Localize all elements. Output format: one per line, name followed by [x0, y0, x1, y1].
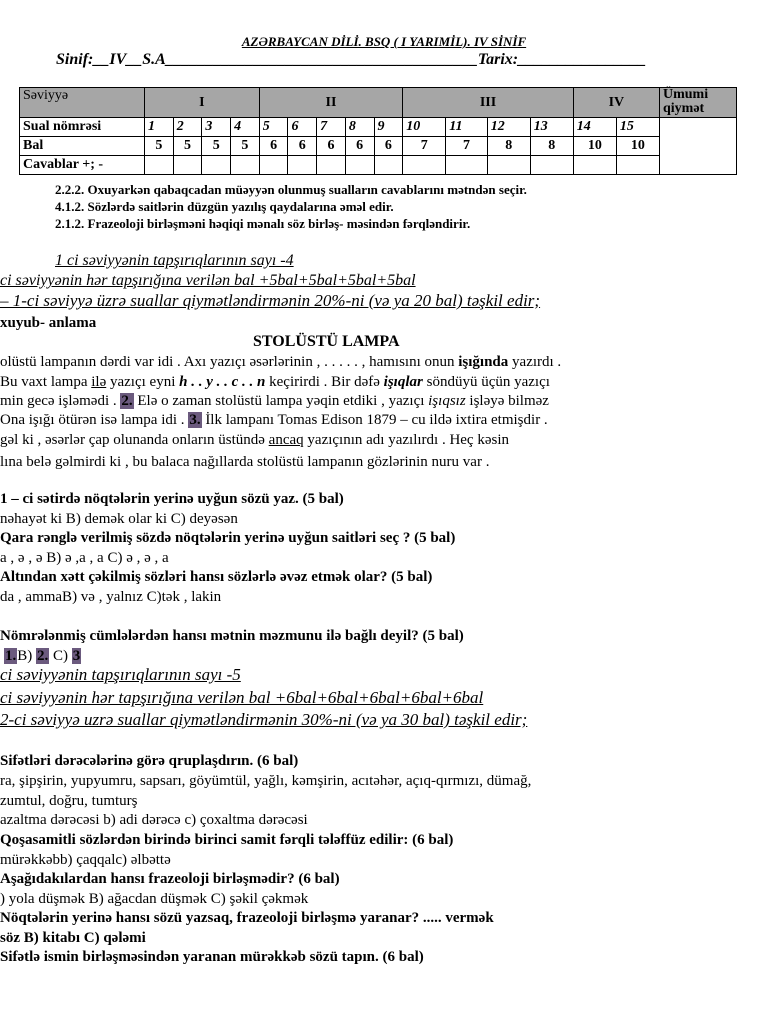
level-3-header: III: [403, 88, 574, 118]
answer-cell[interactable]: [259, 156, 288, 175]
question-5-words-1: ra, şipşirin, yupyumru, sapsarı, göyümtül, yağlı, kəmşirin, acıtəhər, açıq-qırmızı, dümağ,: [0, 773, 532, 789]
question-6-options[interactable]: mürəkkəbb) çaqqalc) əlbəttə: [0, 852, 171, 868]
underlined-word: ilə: [91, 374, 107, 390]
answer-cell[interactable]: [487, 156, 530, 175]
points-cell: 6: [317, 137, 346, 156]
points-cell: 6: [374, 137, 403, 156]
bold-word: işığında: [458, 354, 509, 370]
points-cell: 6: [288, 137, 317, 156]
question-5-options[interactable]: azaltma dərəcəsi b) adi dərəcə c) çoxaltma dərəcəsi: [0, 812, 308, 828]
points-cell: 6: [259, 137, 288, 156]
page-title: AZƏRBAYCAN DİLİ. BSQ ( I YARIMİL). IV SİNİF: [241, 34, 527, 49]
q-num: 14: [573, 118, 616, 137]
text: keçirirdi . Bir dəfə: [265, 374, 384, 390]
option-2-marker: 2.: [37, 648, 49, 664]
reading-line-2: [0, 373, 550, 391]
level-1-header: I: [145, 88, 260, 118]
question-3-options[interactable]: da , ammaB) və , yalnız C)tək , lakin: [0, 589, 222, 605]
question-2-options[interactable]: a , ə , ə B) ə ,a , a C) ə , ə , a: [0, 550, 169, 566]
question-6: Qoşasamitli sözlərdən birində birinci samit fərqli tələffüz edilir: (6 bal): [0, 832, 454, 848]
answer-cell[interactable]: [530, 156, 573, 175]
q-num: 13: [530, 118, 573, 137]
question-7-options[interactable]: ) yola düşmək B) ağacdan düşmək C) şəkil çəkmək: [0, 891, 309, 907]
reading-line-5: [0, 431, 509, 449]
answer-cell[interactable]: [446, 156, 487, 175]
text: Bu vaxt lampa: [0, 374, 92, 390]
level1-points: ci səviyyənin hər tapşırığına verilən bal +5bal+5bal+5bal+5bal: [0, 272, 416, 289]
table-header-row: [20, 88, 737, 118]
q-num: 9: [374, 118, 403, 137]
question-1-options[interactable]: nəhayət ki B) demək olar ki C) deyəsən: [0, 511, 238, 527]
answer-cell[interactable]: [173, 156, 202, 175]
text: Ona işığı ötürən isə lampa idi .: [0, 412, 189, 428]
text: yazıçı eyni: [106, 374, 180, 390]
sentence-marker-2: 2.: [121, 393, 133, 409]
answer-cell[interactable]: [403, 156, 446, 175]
level1-percent: – 1-ci səviyyə üzrə suallar qiymətləndirmənin 20%-ni (və ya 20 bal) təşkil edir;: [0, 291, 541, 310]
answer-cell[interactable]: [374, 156, 403, 175]
reading-line-3: [0, 392, 549, 410]
question-3: Altından xətt çəkilmiş sözləri hansı sözlərlə əvəz etmək olar? (5 bal): [0, 569, 433, 585]
umumi-header: Ümumi qiymət: [660, 88, 737, 118]
level2-count: ci səviyyənin tapşırıqlarının sayı -5: [0, 665, 241, 684]
class-date-line: Sinif:__IV__S.A_______________________________________Tarix:________________: [56, 51, 647, 68]
reading-line-1: [0, 353, 561, 371]
question-9: Sifətlə ismin birləşməsindən yaranan mürəkkəb sözü tapın. (6 bal): [0, 949, 424, 965]
text: min gecə işləmədi .: [0, 393, 121, 409]
question-7: Aşağıdakılardan hansı frazeoloji birləşmədir? (6 bal): [0, 871, 340, 887]
col-saviyye: Səviyyə: [20, 88, 145, 118]
text: yazırdı .: [508, 354, 562, 370]
answer-cell[interactable]: [573, 156, 616, 175]
sentence-marker-3: 3.: [189, 412, 201, 428]
points-cell: 7: [446, 137, 487, 156]
text: Elə o zaman stolüstü lampa yəqin etdiki , yazıçı: [133, 393, 429, 409]
q-num: 11: [446, 118, 487, 137]
question-4: Nömrələnmiş cümlələrdən hansı mətnin məzmunu ilə bağlı deyil? (5 bal): [0, 628, 464, 644]
row-label-questions: Sual nömrəsi: [20, 118, 145, 137]
option-3-marker: 3: [72, 648, 81, 664]
reading-line-4: [0, 411, 548, 429]
text: işləyə bilməz: [465, 393, 549, 409]
answer-cell[interactable]: [317, 156, 346, 175]
question-8: Nöqtələrin yerinə hansı sözü yazsaq, frazeoloji birləşmə yaranar? ..... vermək: [0, 910, 494, 926]
points-cell: 5: [202, 137, 231, 156]
level2-points: ci səviyyənin hər tapşırığına verilən bal +6bal+6bal+6bal+6bal+6bal: [0, 688, 484, 707]
text: İlk lampanı Tomas Edison 1879 – cu ildə ixtira etmişdir .: [201, 412, 548, 428]
question-2: Qara rənglə verilmiş sözdə nöqtələrin yerinə uyğun saitləri seç ? (5 bal): [0, 530, 456, 546]
option-1-marker: 1.: [5, 648, 17, 664]
level2-percent: 2-ci səviyyə uzrə suallar qiymətləndirmənin 30%-ni (və ya 30 bal) təşkil edir;: [0, 710, 528, 729]
question-8-options[interactable]: söz B) kitabı C) qələmi: [0, 930, 146, 946]
q-num: 5: [259, 118, 288, 137]
answer-cell[interactable]: [288, 156, 317, 175]
question-number-row: [20, 118, 737, 137]
level-2-header: II: [259, 88, 402, 118]
q-num: 4: [231, 118, 260, 137]
reading-label: xuyub- anlama: [0, 315, 97, 331]
bold-word: işıqlar: [383, 374, 423, 390]
q-num: 15: [616, 118, 659, 137]
umumi-cell[interactable]: [660, 118, 737, 175]
points-cell: 5: [173, 137, 202, 156]
text: söndüyü üçün yazıçı: [422, 374, 550, 390]
points-cell: 8: [487, 137, 530, 156]
points-row: [20, 137, 737, 156]
question-5: Sifətləri dərəcələrinə görə qruplaşdırın. (6 bal): [0, 753, 299, 769]
row-label-answers: Cavablar +; -: [20, 156, 145, 175]
points-cell: 5: [145, 137, 174, 156]
level-4-header: IV: [573, 88, 659, 118]
points-cell: 5: [231, 137, 260, 156]
points-cell: 7: [403, 137, 446, 156]
text: yazıçının adı yazılırdı . Heç kəsin: [303, 432, 509, 448]
text: B): [17, 648, 36, 664]
text: C): [49, 648, 72, 664]
answer-cell[interactable]: [231, 156, 260, 175]
answer-cell[interactable]: [145, 156, 174, 175]
row-label-points: Bal: [20, 137, 145, 156]
underlined-word: ancaq: [268, 432, 304, 448]
reading-title: STOLÜSTÜ LAMPA: [253, 333, 400, 350]
question-5-words-2: zumtul, doğru, tumturş: [0, 793, 138, 809]
question-4-options[interactable]: [4, 647, 81, 665]
answer-cell[interactable]: [345, 156, 374, 175]
q-num: 3: [202, 118, 231, 137]
points-cell: 10: [616, 137, 659, 156]
q-num: 2: [173, 118, 202, 137]
reading-line-6: lına belə gəlmirdi ki , bu balaca nağıllarda stolüstü lampanın gözlərinin nuru var .: [0, 454, 490, 470]
question-1: 1 – ci sətirdə nöqtələrin yerinə uyğun sözü yaz. (5 bal): [0, 491, 344, 507]
points-cell: 6: [345, 137, 374, 156]
points-cell: 8: [530, 137, 573, 156]
standard-3: 2.1.2. Frazeoloji birləşməni həqiqi mənalı söz birləş- məsindən fərqləndirir.: [55, 216, 471, 231]
q-num: 8: [345, 118, 374, 137]
level1-count: 1 ci səviyyənin tapşırıqlarının sayı -4: [55, 252, 294, 269]
standard-1: 2.2.2. Oxuyarkən qabaqcadan müəyyən olunmuş sualların cavablarını mətndən seçir.: [55, 182, 527, 197]
q-num: 7: [317, 118, 346, 137]
q-num: 1: [145, 118, 174, 137]
q-num: 6: [288, 118, 317, 137]
q-num: 10: [403, 118, 446, 137]
dotted-word: h . . y . . c . . n: [179, 374, 266, 390]
points-cell: 10: [573, 137, 616, 156]
text: olüstü lampanın dərdi var idi . Axı yazıçı əsərlərinin , . . . . . , hamısını onun: [0, 354, 459, 370]
standard-2: 4.1.2. Sözlərdə saitlərin düzgün yazılış qaydalarına əməl edir.: [55, 199, 394, 214]
answers-row: [20, 156, 737, 175]
italic-word: işıqsız: [428, 393, 466, 409]
scoring-table: [19, 87, 737, 175]
answer-cell[interactable]: [616, 156, 659, 175]
text: gəl ki , əsərlər çap olunanda onların üstündə: [0, 432, 269, 448]
answer-cell[interactable]: [202, 156, 231, 175]
q-num: 12: [487, 118, 530, 137]
